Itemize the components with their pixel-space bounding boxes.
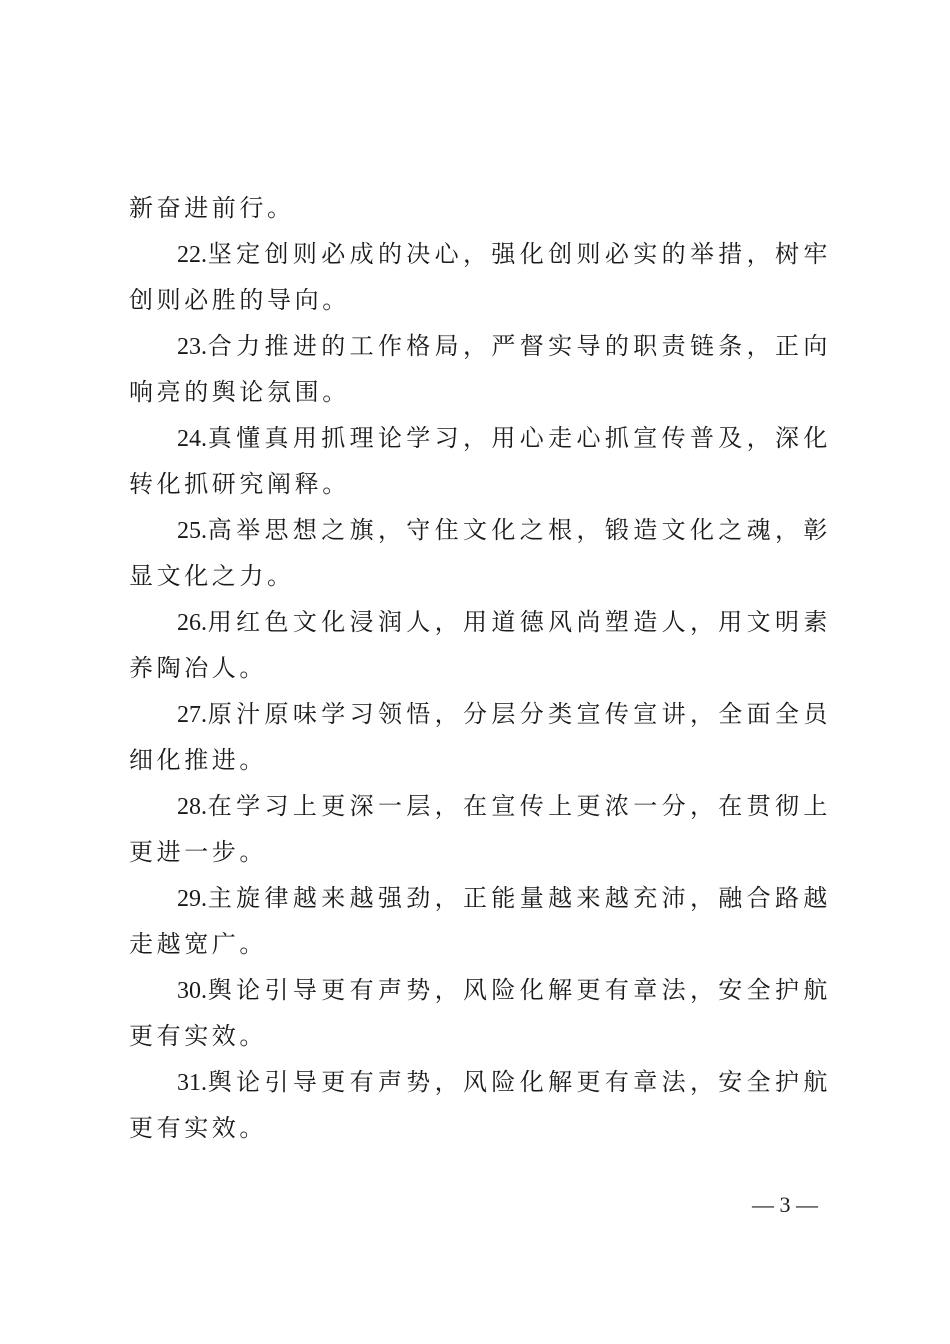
item-number: 24.	[177, 425, 207, 452]
page-number: — 3 —	[752, 1192, 818, 1217]
list-item-29	[129, 876, 831, 968]
list-item-28	[129, 784, 831, 876]
list-item-30	[129, 968, 831, 1060]
item-number: 26.	[177, 609, 207, 636]
item-number: 31.	[177, 1069, 207, 1096]
item-number: 28.	[177, 793, 207, 820]
item-number: 23.	[177, 333, 207, 360]
item-text: 舆论引导更有声势，风险化解更有章法，安全护航更有实效。	[129, 975, 831, 1050]
item-number: 30.	[177, 977, 207, 1004]
item-text: 原汁原味学习领悟，分层分类宣传宣讲，全面全员细化推进。	[129, 699, 831, 774]
continuation-paragraph: 新奋进前行。	[129, 194, 295, 222]
list-item-23	[129, 324, 831, 416]
item-text: 真懂真用抓理论学习，用心走心抓宣传普及，深化转化抓研究阐释。	[129, 423, 831, 498]
item-text: 合力推进的工作格局，严督实导的职责链条，正向响亮的舆论氛围。	[129, 331, 831, 406]
document-body	[129, 186, 831, 1152]
item-number: 27.	[177, 701, 207, 728]
list-item-26	[129, 600, 831, 692]
item-number: 25.	[177, 517, 207, 544]
list-item-31	[129, 1060, 831, 1152]
item-text: 主旋律越来越强劲，正能量越来越充沛，融合路越走越宽广。	[129, 883, 831, 958]
list-item-25	[129, 508, 831, 600]
item-text: 用红色文化浸润人，用道德风尚塑造人，用文明素养陶冶人。	[129, 607, 831, 682]
item-text: 坚定创则必成的决心，强化创则必实的举措，树牢创则必胜的导向。	[129, 239, 831, 314]
item-text: 高举思想之旗，守住文化之根，锻造文化之魂，彰显文化之力。	[129, 515, 831, 590]
list-item-22	[129, 232, 831, 324]
item-number: 22.	[177, 241, 207, 268]
item-text: 在学习上更深一层，在宣传上更浓一分，在贯彻上更进一步。	[129, 791, 831, 866]
list-item-27	[129, 692, 831, 784]
item-number: 29.	[177, 885, 207, 912]
list-item-24	[129, 416, 831, 508]
item-text: 舆论引导更有声势，风险化解更有章法，安全护航更有实效。	[129, 1067, 831, 1142]
